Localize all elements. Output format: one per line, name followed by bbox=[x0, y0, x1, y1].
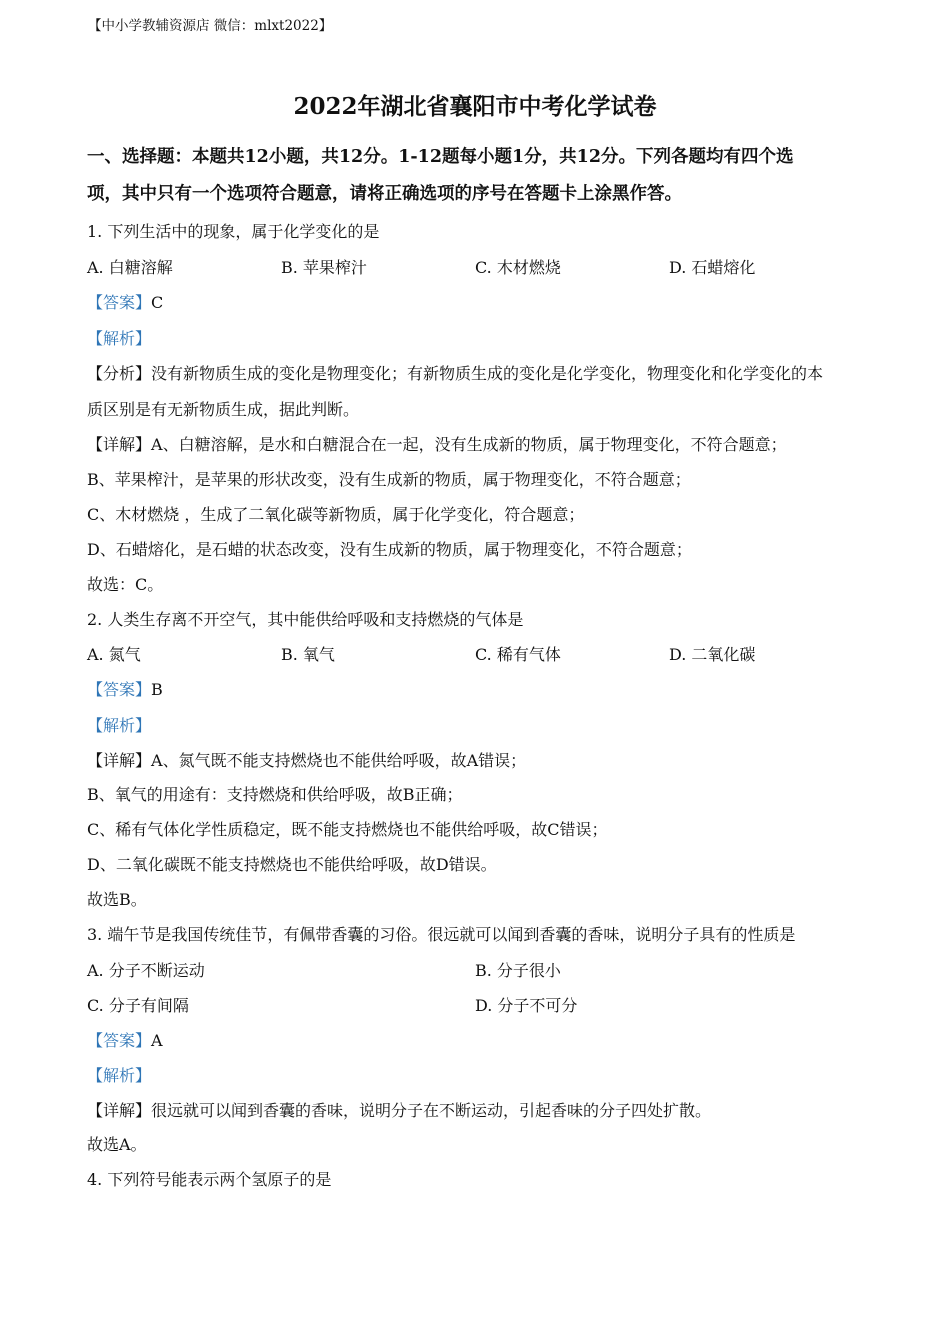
q1-option-a: A. 白糖溶解 bbox=[87, 258, 173, 277]
section-heading-line-2: 项，其中只有一个选项符合题意，请将正确选项的序号在答题卡上涂黑作答。 bbox=[87, 184, 682, 204]
q2-answer-value: B bbox=[151, 680, 163, 699]
q2-option-a: A. 氮气 bbox=[87, 645, 141, 664]
q1-fenxi-line-1 bbox=[87, 361, 823, 384]
q2-option-b: B. 氧气 bbox=[281, 645, 335, 664]
q1-answer bbox=[87, 290, 163, 313]
q1-detail-line-d: D、石蜡熔化，是石蜡的状态改变，没有生成新的物质，属于物理变化，不符合题意； bbox=[87, 540, 692, 559]
q1-choose: 故选：C。 bbox=[87, 575, 164, 594]
page-header: 【中小学教辅资源店 微信：mlxt2022】 bbox=[88, 18, 333, 34]
q2-detail-line-d: D、二氧化碳既不能支持燃烧也不能供给呼吸，故D错误。 bbox=[87, 855, 497, 874]
section-heading-line-1: 一、选择题：本题共12小题，共12分。1-12题每小题1分，共12分。下列各题均有四个选 bbox=[87, 147, 794, 167]
q1-detail-line-a bbox=[87, 432, 787, 455]
q2-stem: 2. 人类生存离不开空气，其中能供给呼吸和支持燃烧的气体是 bbox=[87, 610, 524, 629]
q1-fenxi-text-1: 没有新物质生成的变化是物理变化；有新物质生成的变化是化学变化，物理变化和化学变化的本 bbox=[151, 364, 824, 383]
q1-detail-line-b: B、苹果榨汁，是苹果的形状改变，没有生成新的物质，属于物理变化，不符合题意； bbox=[87, 470, 691, 489]
detail-tag: 【详解】 bbox=[87, 435, 152, 454]
q3-option-b: B. 分子很小 bbox=[475, 961, 561, 980]
section-heading bbox=[87, 139, 867, 213]
q1-option-d: D. 石蜡熔化 bbox=[669, 258, 756, 277]
fenxi-tag: 【分析】 bbox=[87, 364, 152, 383]
page-title: 2022年湖北省襄阳市中考化学试卷 bbox=[293, 93, 657, 120]
q4-stem: 4. 下列符号能表示两个氢原子的是 bbox=[87, 1170, 332, 1189]
q3-analysis-tag: 【解析】 bbox=[87, 1066, 152, 1085]
q3-stem: 3. 端午节是我国传统佳节，有佩带香囊的习俗。很远就可以闻到香囊的香味，说明分子具有的性质是 bbox=[87, 925, 796, 944]
q1-option-b: B. 苹果榨汁 bbox=[281, 258, 367, 277]
q3-option-a: A. 分子不断运动 bbox=[87, 961, 205, 980]
answer-tag: 【答案】 bbox=[87, 1031, 152, 1050]
q2-option-c: C. 稀有气体 bbox=[475, 645, 561, 664]
detail-tag: 【详解】 bbox=[87, 1101, 152, 1120]
q1-stem: 1. 下列生活中的现象，属于化学变化的是 bbox=[87, 222, 380, 241]
q2-choose: 故选B。 bbox=[87, 890, 147, 909]
q3-detail-text: 很远就可以闻到香囊的香味，说明分子在不断运动，引起香味的分子四处扩散。 bbox=[151, 1101, 712, 1120]
q3-answer bbox=[87, 1028, 163, 1051]
q1-answer-value: C bbox=[151, 293, 164, 312]
q1-detail-line-c: C、木材燃烧 ，生成了二氧化碳等新物质，属于化学变化，符合题意； bbox=[87, 505, 585, 524]
q2-answer bbox=[87, 677, 163, 700]
q1-detail-text-a: A、白糖溶解，是水和白糖混合在一起，没有生成新的物质，属于物理变化，不符合题意； bbox=[151, 435, 787, 454]
q3-option-d: D. 分子不可分 bbox=[475, 996, 578, 1015]
answer-tag: 【答案】 bbox=[87, 293, 152, 312]
q2-detail-text-a: A、氮气既不能支持燃烧也不能供给呼吸，故A错误； bbox=[151, 751, 527, 770]
q1-analysis-tag: 【解析】 bbox=[87, 329, 152, 348]
q2-option-d: D. 二氧化碳 bbox=[669, 645, 756, 664]
detail-tag: 【详解】 bbox=[87, 751, 152, 770]
q2-detail-line-c: C、稀有气体化学性质稳定，既不能支持燃烧也不能供给呼吸，故C错误； bbox=[87, 820, 608, 839]
q2-detail-line-a bbox=[87, 748, 526, 771]
q3-answer-value: A bbox=[151, 1031, 163, 1050]
answer-tag: 【答案】 bbox=[87, 680, 152, 699]
q3-choose: 故选A。 bbox=[87, 1135, 147, 1154]
q3-option-c: C. 分子有间隔 bbox=[87, 996, 189, 1015]
q3-detail-line bbox=[87, 1098, 711, 1121]
q1-option-c: C. 木材燃烧 bbox=[475, 258, 561, 277]
q1-fenxi-line-2: 质区别是有无新物质生成，据此判断。 bbox=[87, 400, 360, 419]
q2-analysis-tag: 【解析】 bbox=[87, 716, 152, 735]
q2-detail-line-b: B、氧气的用途有：支持燃烧和供给呼吸，故B正确； bbox=[87, 785, 463, 804]
